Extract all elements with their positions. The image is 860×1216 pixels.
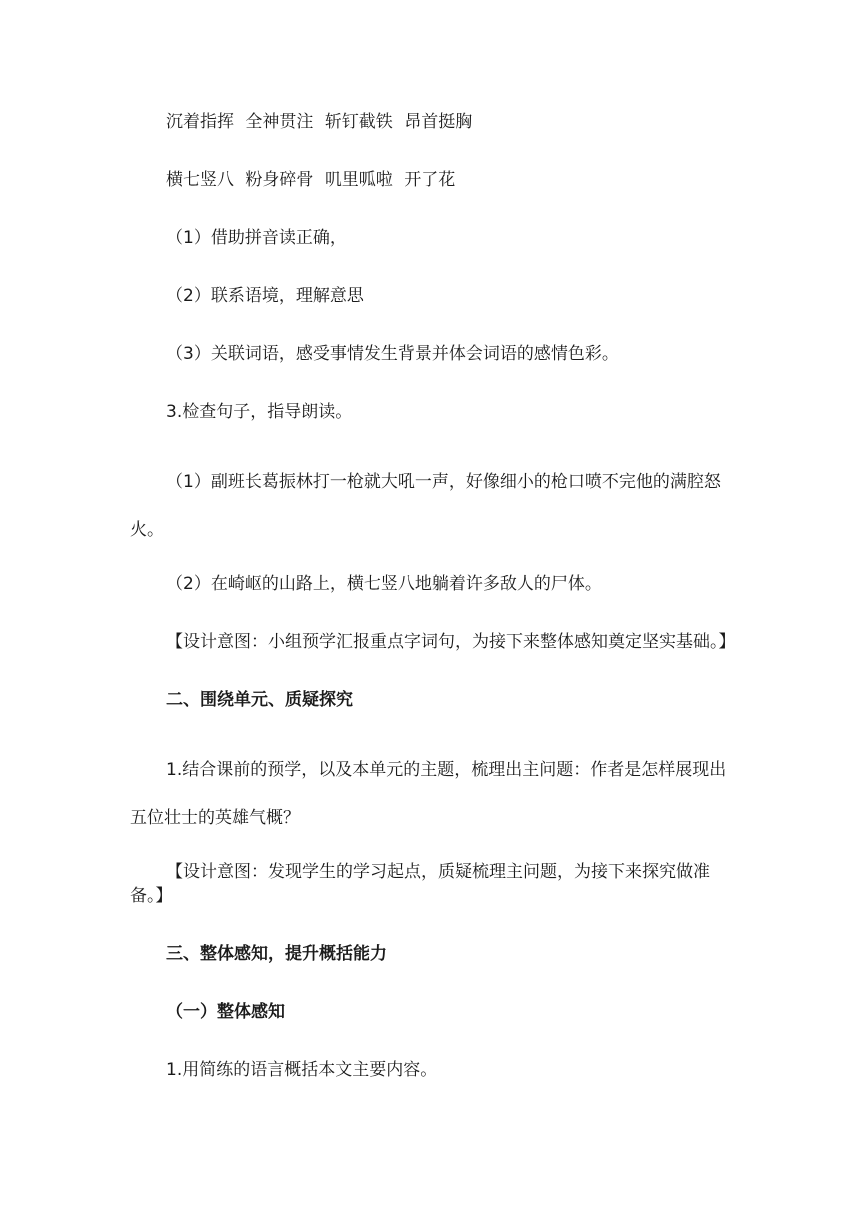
word-item: 全神贯注 — [245, 112, 314, 132]
step-1: （1）借助拼音读正确， — [166, 228, 347, 248]
word-item: 开了花 — [404, 170, 456, 190]
word-item: 粉身碎骨 — [245, 170, 314, 190]
subsection-1-title: （一）整体感知 — [166, 1002, 285, 1022]
subsection-1-item-1: 1.用简练的语言概括本文主要内容。 — [166, 1060, 438, 1080]
design-intent-1: 【设计意图：小组预学汇报重点字词句，为接下来整体感知奠定坚实基础。】 — [166, 632, 736, 652]
sentence-2: （2）在崎岖的山路上，横七竖八地躺着许多敌人的尸体。 — [166, 574, 602, 594]
section-2-item-1: 1.结合课前的预学，以及本单元的主题，梳理出主问题：作者是怎样展现出五位壮士的英雄气概？ — [130, 760, 727, 828]
word-item: 昂首挺胸 — [404, 112, 473, 132]
check-sentences-title: 3.检查句子，指导朗读。 — [166, 402, 353, 422]
word-item: 叽里呱啦 — [324, 170, 393, 190]
word-item: 斩钉截铁 — [324, 112, 393, 132]
step-2: （2）联系语境，理解意思 — [166, 286, 364, 306]
document-content — [130, 110, 740, 1116]
word-item: 沉着指挥 — [166, 112, 234, 132]
word-list-line-1 — [130, 110, 740, 134]
section-2-title: 二、围绕单元、质疑探究 — [166, 690, 353, 710]
section-3-title: 三、整体感知，提升概括能力 — [166, 944, 387, 964]
step-3: （3）关联词语，感受事情发生背景并体会词语的感情色彩。 — [166, 344, 619, 364]
design-intent-2: 【设计意图：发现学生的学习起点，质疑梳理主问题，为接下来探究做准备。】 — [130, 862, 710, 906]
sentence-1: （1）副班长葛振林打一枪就大吼一声，好像细小的枪口喷不完他的满腔怒火。 — [130, 472, 721, 540]
word-list-line-2 — [130, 168, 740, 192]
word-item: 横七竖八 — [166, 170, 234, 190]
